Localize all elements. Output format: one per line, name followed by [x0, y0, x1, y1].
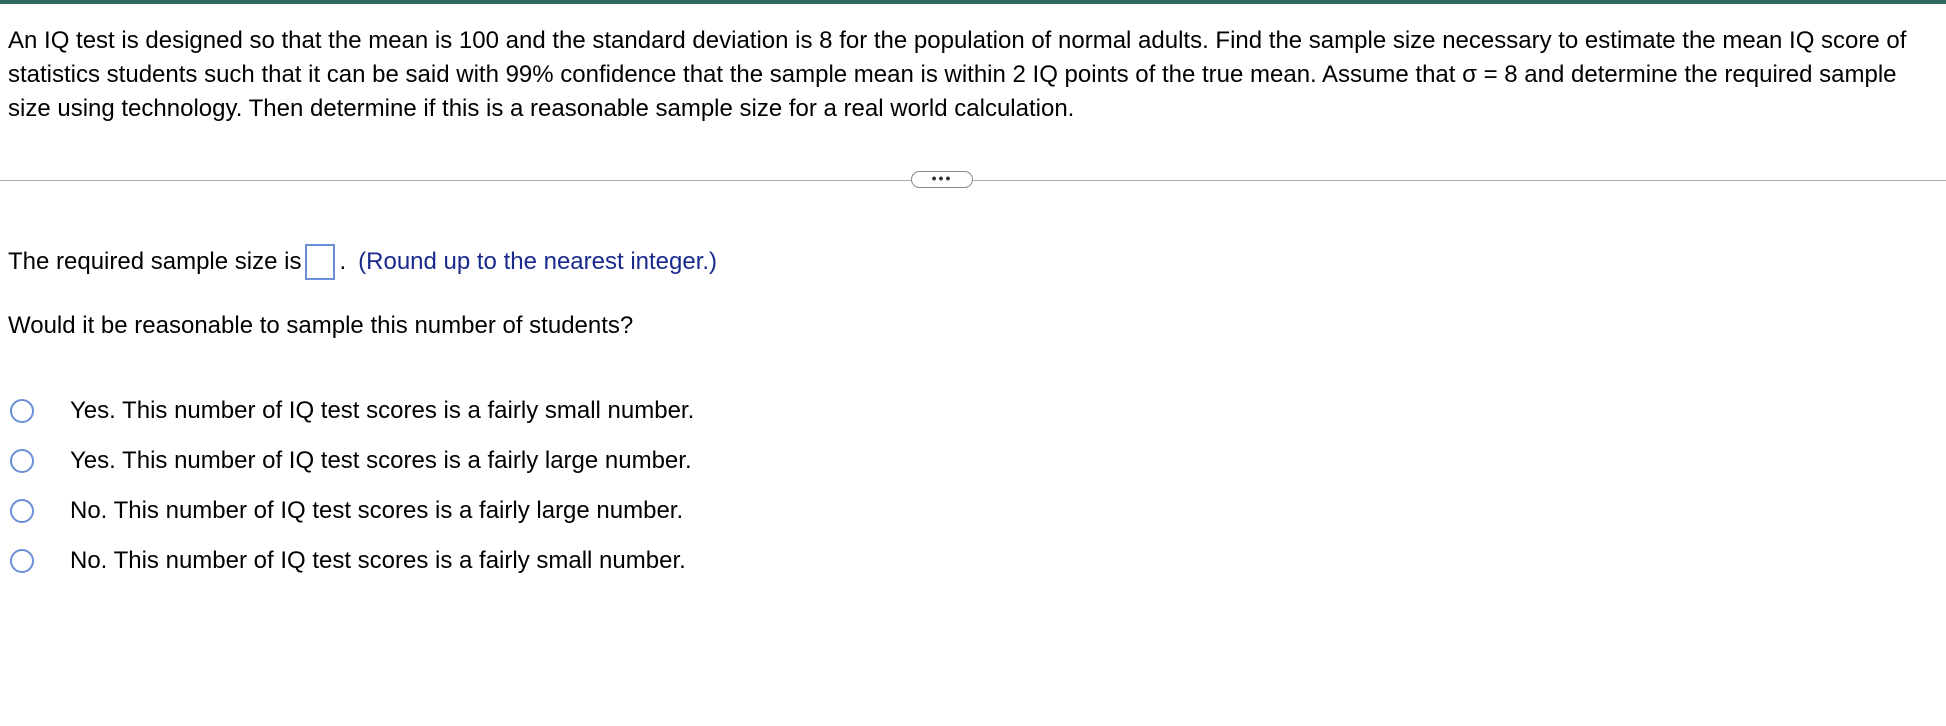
- option-label: Yes. This number of IQ test scores is a fairly large number.: [70, 447, 692, 474]
- answer-prefix-text: The required sample size is: [8, 248, 302, 275]
- radio-button-icon[interactable]: [10, 549, 34, 573]
- radio-button-icon[interactable]: [10, 499, 34, 523]
- radio-button-icon[interactable]: [10, 449, 34, 473]
- ellipsis-icon: •••: [931, 169, 953, 186]
- sample-size-input[interactable]: [305, 244, 335, 280]
- option-label: No. This number of IQ test scores is a fairly large number.: [70, 497, 684, 524]
- question-text: An IQ test is designed so that the mean is 100 and the standard deviation is 8 for the population of normal adults. Find the sample size necessary to estimate the mean IQ score of statistics students such that it can be said with 99% confidence that the sample mean is within 2 IQ points of the true mean. Assume that σ = 8 and determine the required sample size using technology. Then determine if this is a reasonable sample size for a real world calculation.: [8, 27, 1907, 122]
- section-divider: [0, 180, 1946, 181]
- option-label: Yes. This number of IQ test scores is a fairly small number.: [70, 397, 695, 424]
- option-no-small[interactable]: [10, 536, 694, 586]
- rounding-hint-text: (Round up to the nearest integer.): [358, 248, 718, 275]
- answer-suffix-text: .: [339, 248, 347, 275]
- option-label: No. This number of IQ test scores is a fairly small number.: [70, 547, 686, 574]
- option-yes-large[interactable]: [10, 436, 694, 486]
- sample-size-answer-line: [8, 244, 717, 280]
- answer-options-list: [10, 386, 694, 586]
- radio-button-icon[interactable]: [10, 399, 34, 423]
- option-no-large[interactable]: [10, 486, 694, 536]
- top-accent-bar: [0, 0, 1946, 4]
- expand-more-button[interactable]: [911, 171, 973, 188]
- option-yes-small[interactable]: [10, 386, 694, 436]
- reasonable-question-text: Would it be reasonable to sample this number of students?: [8, 312, 634, 339]
